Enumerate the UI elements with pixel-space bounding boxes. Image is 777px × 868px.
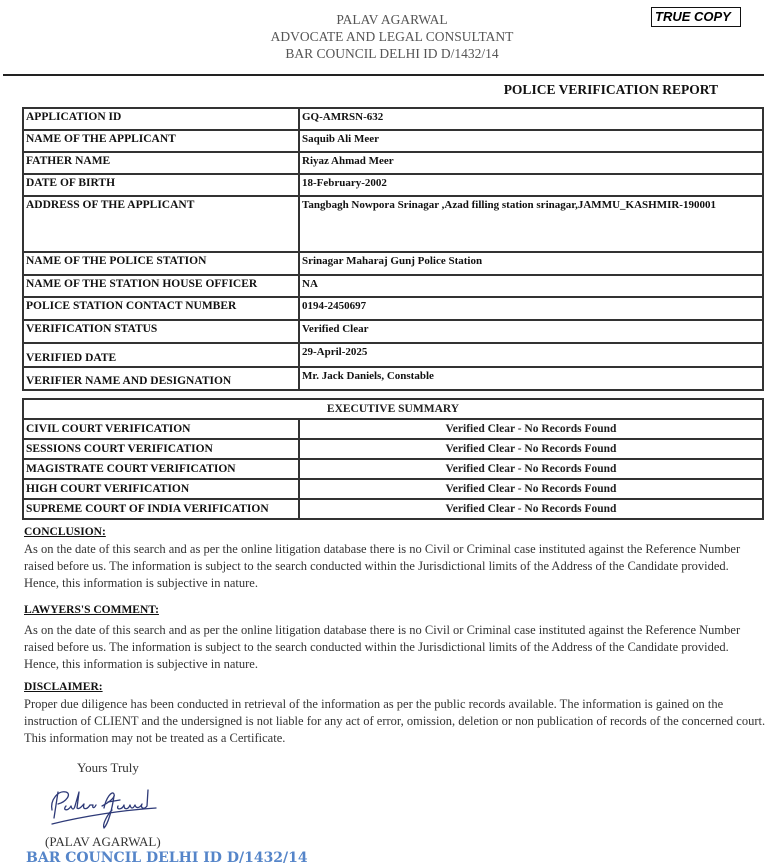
table-row [23,174,763,196]
table-row [23,130,763,152]
court-label: SUPREME COURT OF INDIA VERIFICATION [23,499,299,519]
field-label: POLICE STATION CONTACT NUMBER [23,297,299,320]
executive-summary-table [22,398,764,520]
table-row [23,499,763,519]
lawyers-comment-heading: LAWYERS'S COMMENT: [24,604,159,616]
letterhead [200,11,584,62]
closing-text: Yours Truly [77,760,139,775]
field-value: 0194-2450697 [299,297,763,320]
conclusion-section [24,524,766,592]
court-label: SESSIONS COURT VERIFICATION [23,439,299,459]
conclusion-heading: CONCLUSION: [24,526,106,538]
court-status: Verified Clear - No Records Found [299,419,763,439]
letterhead-bar-id: BAR COUNCIL DELHI ID D/1432/14 [285,46,499,61]
field-label: VERIFIED DATE [23,343,299,367]
field-label: DATE OF BIRTH [23,174,299,196]
printed-name: (PALAV AGARWAL) [45,834,161,849]
field-label: NAME OF THE STATION HOUSE OFFICER [23,275,299,297]
conclusion-text: As on the date of this search and as per the online litigation database there is no Civil or Criminal case instituted against the Reference Number raised before us. The information is subject to the search conducted within the Jurisdictional limits of the Address of the Candidate provided. Hence, this information is subjective in nature. [24,542,741,590]
table-row [23,108,763,130]
court-status: Verified Clear - No Records Found [299,479,763,499]
table-row [23,479,763,499]
signoff-bar-id: BAR COUNCIL DELHI ID D/1432/14 [26,850,308,866]
field-value: Srinagar Maharaj Gunj Police Station [299,252,763,275]
details-table [22,107,764,391]
table-row [23,459,763,479]
letterhead-designation: ADVOCATE AND LEGAL CONSULTANT [270,29,514,44]
table-row [23,320,763,343]
table-row [23,419,763,439]
handwritten-signature-icon [44,780,159,835]
field-label: NAME OF THE APPLICANT [23,130,299,152]
disclaimer-section [24,679,766,747]
field-label: VERIFIER NAME AND DESIGNATION [23,367,299,390]
court-label: HIGH COURT VERIFICATION [23,479,299,499]
disclaimer-text: Proper due diligence has been conducted in retrieval of the information as per the public records available. The information is gained on the instruction of CLIENT and the undersigned is not liable for any act of error, omission, deletion or non publication of records of the concerned court. This information may not be treated as a Certificate. [24,697,766,745]
report-title-text: POLICE VERIFICATION REPORT [503,82,718,97]
report-title [0,82,718,98]
table-row [23,196,763,252]
table-row [23,439,763,459]
field-label: VERIFICATION STATUS [23,320,299,343]
true-copy-stamp: TRUE COPY [651,7,741,27]
table-row [23,367,763,390]
court-label: MAGISTRATE COURT VERIFICATION [23,459,299,479]
field-value: NA [299,275,763,297]
table-row [23,343,763,367]
field-value: Verified Clear [299,320,763,343]
court-label: CIVIL COURT VERIFICATION [23,419,299,439]
field-label: NAME OF THE POLICE STATION [23,252,299,275]
field-value: 29-April-2025 [299,343,763,367]
field-value: 18-February-2002 [299,174,763,196]
field-label: FATHER NAME [23,152,299,174]
field-value: GQ-AMRSN-632 [299,108,763,130]
field-value: Riyaz Ahmad Meer [299,152,763,174]
court-status: Verified Clear - No Records Found [299,439,763,459]
field-value: Saquib Ali Meer [299,130,763,152]
lawyers-comment-text: As on the date of this search and as per the online litigation database there is no Civil or Criminal case instituted against the Reference Number raised before us. The information is subject to the search conducted within the Jurisdictional limits of the Address of the Candidate provided. Hence, this information is subjective in nature. [24,623,741,671]
field-label: APPLICATION ID [23,108,299,130]
court-status: Verified Clear - No Records Found [299,459,763,479]
letterhead-name: PALAV AGARWAL [336,12,448,27]
field-label: ADDRESS OF THE APPLICANT [23,196,299,252]
table-row [23,275,763,297]
table-row [23,252,763,275]
summary-title: EXECUTIVE SUMMARY [23,399,763,419]
field-value: Tangbagh Nowpora Srinagar ,Azad filling station srinagar,JAMMU_KASHMIR-190001 [299,196,763,252]
field-value: Mr. Jack Daniels, Constable [299,367,763,390]
table-row [23,152,763,174]
table-row [23,297,763,320]
lawyers-comment-section [24,602,766,673]
header-divider [3,74,764,76]
summary-header-row [23,399,763,419]
court-status: Verified Clear - No Records Found [299,499,763,519]
disclaimer-heading: DISCLAIMER: [24,681,103,693]
